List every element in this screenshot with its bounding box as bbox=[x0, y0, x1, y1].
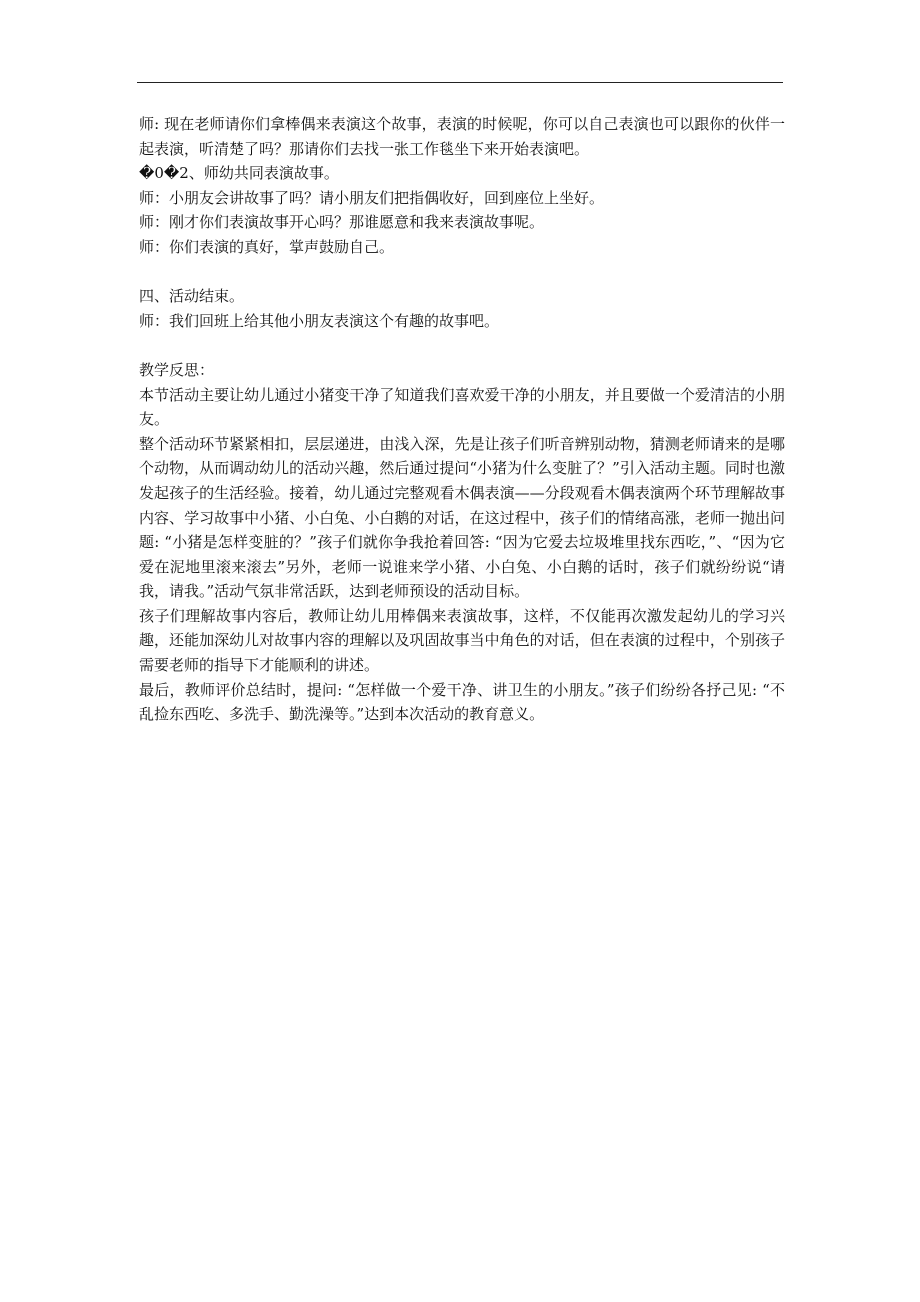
paragraph-step-heading: �0�2、师幼共同表演故事。 bbox=[139, 164, 339, 183]
header-rule bbox=[137, 82, 783, 83]
section-heading-reflection: 教学反思： bbox=[139, 360, 215, 379]
document-body bbox=[139, 112, 785, 727]
paragraph-gap bbox=[139, 260, 785, 285]
paragraph-reflection-2: 整个活动环节紧紧相扣，层层递进，由浅入深，先是让孩子们听音辨别动物，猜测老师请来的是哪个动物，从而调动幼儿的活动兴趣，然后通过提问“小猪为什么变脏了？”引入活动主题。同时也激发起孩子的生活经验。接着，幼儿通过完整观看木偶表演——分段观看木偶表演两个环节理解故事内容、学习故事中小猪、小白兔、小白鹅的对话，在这过程中，孩子们的情绪高涨，老师一抛出问题: “小猪是怎样变脏的？”孩子们就你争我抢着回答: “因为它爱去垃圾堆里找东西吃，”、“因为它爱在泥地里滚来滚去”另外，老师一说谁来学小猪、小白兔、小白鹅的话时，孩子们就纷纷说“请我，请我。”活动气氛非常活跃，达到老师预设的活动目标。 bbox=[139, 434, 785, 601]
section-heading-activity-end: 四、活动结束。 bbox=[139, 287, 245, 306]
paragraph-gap bbox=[139, 333, 785, 358]
paragraph-reflection-1: 本节活动主要让幼儿通过小猪变干净了知道我们喜欢爱干净的小朋友，并且要做一个爱清洁的小朋友。 bbox=[139, 385, 785, 429]
paragraph-teacher-closing: 师：我们回班上给其他小朋友表演这个有趣的故事吧。 bbox=[139, 311, 500, 330]
paragraph-reflection-4: 最后，教师评价总结时，提问: “怎样做一个爱干净、讲卫生的小朋友。”孩子们纷纷各抒己见: “不乱捡东西吃、多洗手、勤洗澡等。”达到本次活动的教育意义。 bbox=[139, 680, 785, 724]
paragraph-reflection-3: 孩子们理解故事内容后，教师让幼儿用棒偶来表演故事，这样，不仅能再次激发起幼儿的学习兴趣，还能加深幼儿对故事内容的理解以及巩固故事当中角色的对话，但在表演的过程中，个别孩子需要老师的指导下才能顺利的讲述。 bbox=[139, 606, 785, 675]
paragraph-teacher-line-3: 师：你们表演的真好，掌声鼓励自己。 bbox=[139, 237, 395, 256]
paragraph-teacher-line-1: 师：小朋友会讲故事了吗？请小朋友们把指偶收好，回到座位上坐好。 bbox=[139, 188, 605, 207]
paragraph-teacher-instruction: 师: 现在老师请你们拿棒偶来表演这个故事，表演的时候呢，你可以自己表演也可以跟你的伙伴一起表演，听清楚了吗？那请你们去找一张工作毯坐下来开始表演吧。 bbox=[139, 115, 785, 158]
paragraph-teacher-line-2: 师：刚才你们表演故事开心吗？那谁愿意和我来表演故事呢。 bbox=[139, 213, 545, 232]
